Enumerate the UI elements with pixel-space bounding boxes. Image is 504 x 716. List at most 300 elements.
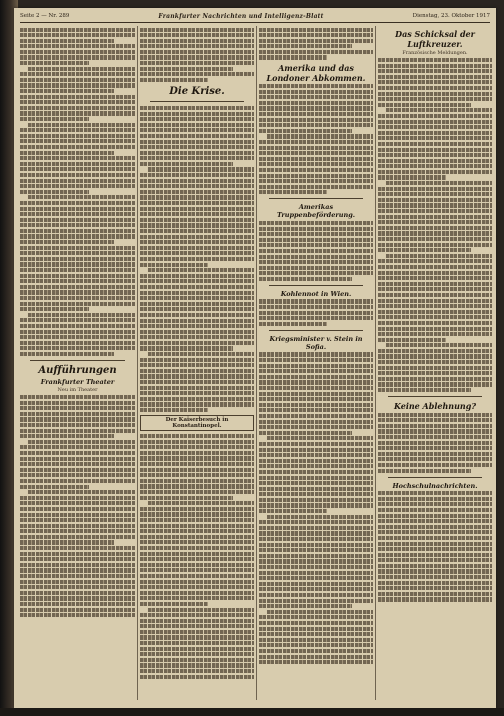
- text-line: [259, 352, 373, 356]
- article-subline: Neu im Theater: [57, 387, 98, 394]
- text-line: [378, 304, 492, 308]
- text-line: [20, 207, 135, 211]
- text-line: [140, 285, 254, 289]
- text-line: [20, 406, 135, 410]
- text-line: [140, 140, 254, 144]
- text-line: [140, 313, 254, 317]
- text-line: [378, 586, 492, 590]
- page-header: [20, 10, 490, 23]
- text-line: [20, 257, 135, 261]
- text-line: [140, 518, 254, 522]
- text-line: [378, 97, 492, 101]
- text-line: [259, 498, 373, 502]
- text-line: [378, 293, 492, 297]
- text-line: [259, 660, 373, 664]
- text-line: [140, 369, 254, 373]
- text-line: [20, 218, 135, 222]
- text-line: [140, 563, 254, 567]
- text-line: [267, 436, 373, 440]
- text-line: [20, 279, 135, 283]
- text-line: [140, 462, 254, 466]
- text-line: [259, 123, 373, 127]
- text-line: [259, 386, 373, 390]
- text-line: [28, 440, 135, 444]
- text-line: [140, 524, 254, 528]
- text-line: [148, 167, 254, 171]
- text-line: [259, 599, 373, 603]
- text-line: [259, 582, 373, 586]
- article-heading: Aufführungen: [38, 365, 117, 377]
- text-line: [20, 229, 135, 233]
- header-page-number: Seite 2 — Nr. 289: [20, 13, 70, 19]
- text-line: [140, 602, 208, 606]
- text-line: [378, 553, 492, 557]
- text-line: [378, 220, 492, 224]
- text-line: [140, 408, 208, 412]
- text-line: [259, 431, 352, 435]
- text-line: [378, 92, 492, 96]
- text-line: [20, 55, 135, 59]
- text-line: [140, 346, 233, 350]
- text-line: [20, 417, 135, 421]
- text-line: [378, 508, 492, 512]
- text-line: [259, 604, 352, 608]
- text-line: [259, 271, 373, 275]
- text-line: [378, 271, 492, 275]
- text-line: [259, 358, 373, 362]
- text-line: [140, 162, 233, 166]
- text-line: [140, 112, 254, 116]
- text-line: [20, 602, 135, 606]
- text-line: [20, 395, 135, 399]
- text-line: [378, 569, 492, 573]
- text-line: [259, 260, 373, 264]
- text-line: [20, 134, 135, 138]
- text-line: [378, 514, 492, 518]
- text-line: [20, 529, 135, 533]
- text-line: [140, 33, 254, 37]
- text-line: [378, 429, 492, 433]
- text-line: [140, 440, 254, 444]
- text-line: [378, 243, 492, 247]
- text-line: [259, 243, 373, 247]
- text-line: [20, 44, 135, 48]
- text-line: [140, 128, 254, 132]
- text-line: [378, 226, 492, 230]
- text-line: [20, 596, 135, 600]
- text-line: [20, 39, 114, 43]
- text-line: [378, 338, 446, 342]
- text-line: [140, 568, 254, 572]
- text-line: [259, 627, 373, 631]
- text-line: [20, 346, 135, 350]
- article-separator: [30, 360, 125, 361]
- text-line: [140, 50, 254, 54]
- text-line: [20, 468, 135, 472]
- text-line: [20, 212, 135, 216]
- text-line: [20, 201, 135, 205]
- column-rule: [137, 26, 138, 700]
- text-line: [378, 581, 492, 585]
- text-line: [20, 324, 135, 328]
- text-line: [140, 190, 254, 194]
- text-line: [140, 496, 233, 500]
- text-line: [259, 179, 373, 183]
- text-line: [378, 58, 492, 62]
- boxed-notice: [140, 415, 254, 431]
- text-line: [20, 608, 135, 612]
- text-line: [20, 268, 135, 272]
- text-line: [20, 557, 135, 561]
- text-line: [259, 221, 373, 225]
- text-line: [259, 375, 373, 379]
- text-line: [20, 106, 135, 110]
- text-line: [28, 67, 135, 71]
- text-line: [140, 117, 254, 121]
- text-line: [259, 238, 373, 242]
- text-line: [140, 296, 254, 300]
- text-line: [259, 232, 373, 236]
- text-line: [378, 424, 492, 428]
- text-line: [140, 106, 254, 110]
- text-line: [20, 274, 135, 278]
- text-line: [259, 408, 373, 412]
- article-subline: Französische Meldungen.: [402, 50, 468, 56]
- text-line: [259, 106, 373, 110]
- article-separator: [269, 285, 363, 286]
- text-line: [140, 675, 254, 679]
- text-line: [259, 227, 373, 231]
- text-line: [140, 324, 254, 328]
- text-line: [28, 195, 135, 199]
- text-line: [378, 354, 492, 358]
- text-line: [140, 302, 254, 306]
- text-line: [20, 100, 135, 104]
- text-line: [378, 558, 492, 562]
- article-heading: Kohlennot in Wien.: [280, 289, 352, 298]
- text-line: [140, 151, 254, 155]
- column-3: [259, 26, 373, 702]
- text-line: [378, 491, 492, 495]
- text-line: [20, 524, 135, 528]
- text-line: [378, 276, 492, 280]
- text-line: [378, 103, 471, 107]
- text-line: [20, 473, 135, 477]
- text-line: [20, 580, 135, 584]
- text-line: [140, 391, 254, 395]
- text-line: [378, 215, 492, 219]
- text-line: [20, 234, 135, 238]
- article-separator: [150, 101, 244, 102]
- text-line: [259, 420, 373, 424]
- text-line: [20, 507, 135, 511]
- text-line: [140, 535, 254, 539]
- text-line: [140, 468, 254, 472]
- text-line: [140, 652, 254, 656]
- text-line: [140, 580, 254, 584]
- text-line: [140, 434, 254, 438]
- text-line: [259, 380, 373, 384]
- page-bottom-edge: [0, 708, 504, 716]
- text-line: [259, 90, 373, 94]
- text-line: [259, 587, 373, 591]
- article-heading: Das Schicksal der Luftkreuzer.: [395, 29, 475, 49]
- text-line: [378, 382, 492, 386]
- text-line: [378, 209, 492, 213]
- text-line: [378, 299, 492, 303]
- text-line: [140, 591, 254, 595]
- text-line: [140, 229, 254, 233]
- text-line: [267, 134, 373, 138]
- text-line: [20, 546, 135, 550]
- text-line: [28, 490, 135, 494]
- text-line: [378, 170, 492, 174]
- text-line: [20, 462, 135, 466]
- text-line: [259, 311, 373, 315]
- text-line: [378, 282, 492, 286]
- text-line: [378, 192, 492, 196]
- text-line: [140, 380, 254, 384]
- text-line: [20, 139, 135, 143]
- text-line: [140, 223, 254, 227]
- text-line: [20, 145, 135, 149]
- text-line: [20, 302, 135, 306]
- text-line: [378, 80, 492, 84]
- text-line: [20, 285, 135, 289]
- text-line: [386, 343, 492, 347]
- text-line: [378, 69, 492, 73]
- text-line: [140, 78, 208, 82]
- text-line: [378, 136, 492, 140]
- text-line: [140, 134, 254, 138]
- text-line: [378, 519, 492, 523]
- text-line: [378, 469, 471, 473]
- text-line: [20, 78, 135, 82]
- text-line: [259, 44, 352, 48]
- text-line: [378, 125, 492, 129]
- text-line: [140, 55, 254, 59]
- text-line: [140, 44, 254, 48]
- text-line: [140, 402, 254, 406]
- text-line: [140, 585, 254, 589]
- text-line: [259, 185, 373, 189]
- text-line: [20, 28, 135, 32]
- text-line: [140, 291, 254, 295]
- text-line: [259, 565, 373, 569]
- text-line: [20, 61, 89, 65]
- text-line: [28, 123, 135, 127]
- text-line: [259, 492, 373, 496]
- text-line: [259, 129, 352, 133]
- text-line: [20, 72, 135, 76]
- text-line: [148, 352, 254, 356]
- text-line: [259, 593, 373, 597]
- text-line: [259, 464, 373, 468]
- column-rule: [375, 26, 376, 700]
- text-line: [140, 246, 254, 250]
- text-line: [378, 388, 471, 392]
- text-line: [259, 157, 373, 161]
- text-line: [259, 649, 373, 653]
- text-line: [20, 240, 114, 244]
- text-line: [259, 520, 373, 524]
- text-line: [378, 259, 492, 263]
- text-line: [259, 322, 327, 326]
- text-line: [259, 392, 373, 396]
- text-line: [378, 349, 492, 353]
- text-line: [259, 655, 373, 659]
- text-line: [140, 274, 254, 278]
- text-line: [140, 658, 254, 662]
- text-line: [20, 223, 135, 227]
- text-line: [378, 159, 492, 163]
- text-line: [378, 153, 492, 157]
- text-line: [140, 263, 208, 267]
- text-line: [259, 174, 373, 178]
- text-line: [378, 371, 492, 375]
- text-line: [148, 501, 254, 505]
- text-line: [378, 175, 446, 179]
- text-line: [378, 530, 492, 534]
- text-line: [378, 203, 492, 207]
- text-line: [259, 531, 373, 535]
- text-line: [378, 120, 492, 124]
- text-line: [259, 146, 373, 150]
- text-line: [259, 554, 373, 558]
- text-line: [140, 184, 254, 188]
- article-heading: Keine Ablehnung?: [393, 401, 477, 412]
- text-line: [140, 39, 254, 43]
- article-subheading: Frankfurter Theater: [40, 378, 115, 387]
- text-line: [140, 613, 254, 617]
- text-line: [20, 117, 89, 121]
- text-line: [259, 615, 373, 619]
- text-line: [140, 512, 254, 516]
- text-line: [378, 575, 492, 579]
- text-line: [20, 352, 114, 356]
- text-line: [378, 164, 492, 168]
- text-line: [20, 128, 135, 132]
- text-line: [20, 535, 135, 539]
- text-line: [378, 237, 492, 241]
- text-line: [140, 630, 254, 634]
- text-line: [259, 55, 327, 59]
- text-line: [259, 487, 373, 491]
- text-line: [259, 50, 373, 54]
- text-line: [259, 403, 373, 407]
- text-line: [20, 563, 135, 567]
- text-line: [140, 557, 254, 561]
- text-line: [140, 473, 254, 477]
- text-line: [140, 358, 254, 362]
- text-line: [259, 305, 373, 309]
- text-line: [140, 195, 254, 199]
- text-line: [259, 364, 373, 368]
- text-line: [378, 187, 492, 191]
- text-line: [259, 397, 373, 401]
- text-line: [140, 507, 254, 511]
- text-line: [140, 335, 254, 339]
- text-line: [259, 299, 373, 303]
- article-heading: Kriegsminister v. Stein in Sofia.: [269, 334, 363, 351]
- text-line: [259, 559, 373, 563]
- text-line: [140, 484, 254, 488]
- text-line: [259, 571, 373, 575]
- text-line: [259, 632, 373, 636]
- text-line: [140, 647, 254, 651]
- text-line: [140, 240, 254, 244]
- text-line: [378, 452, 492, 456]
- text-line: [259, 576, 373, 580]
- masthead-title: Frankfurter Nachrichten und Intelligenz-Blatt: [158, 12, 324, 20]
- text-line: [140, 663, 254, 667]
- text-line: [20, 513, 135, 517]
- text-line: [140, 28, 254, 32]
- newspaper-page: [14, 8, 496, 708]
- text-line: [378, 332, 492, 336]
- text-line: [140, 207, 254, 211]
- text-line: [20, 479, 135, 483]
- text-line: [378, 231, 492, 235]
- text-line: [140, 212, 254, 216]
- text-line: [20, 83, 135, 87]
- text-line: [140, 397, 254, 401]
- text-line: [148, 608, 254, 612]
- text-line: [140, 596, 254, 600]
- header-date: Dienstag, 23. Oktober 1917: [412, 13, 490, 19]
- text-line: [20, 335, 135, 339]
- text-line: [140, 341, 254, 345]
- text-line: [20, 190, 89, 194]
- text-line: [140, 257, 254, 261]
- text-line: [140, 641, 254, 645]
- text-line: [140, 619, 254, 623]
- text-line: [259, 95, 373, 99]
- text-line: [259, 369, 373, 373]
- text-line: [378, 310, 492, 314]
- text-line: [259, 39, 373, 43]
- text-line: [20, 111, 135, 115]
- text-line: [378, 321, 492, 325]
- text-line: [20, 485, 89, 489]
- text-line: [259, 638, 373, 642]
- text-line: [378, 248, 471, 252]
- text-line: [28, 313, 135, 317]
- text-line: [378, 413, 492, 417]
- text-line: [378, 446, 492, 450]
- text-line: [20, 156, 135, 160]
- text-line: [20, 251, 135, 255]
- text-line: [20, 318, 135, 322]
- text-line: [20, 296, 135, 300]
- article-heading: Die Krise.: [169, 85, 225, 97]
- text-line: [259, 459, 373, 463]
- text-line: [259, 112, 373, 116]
- text-line: [267, 610, 373, 614]
- text-line: [140, 546, 254, 550]
- text-line: [140, 386, 254, 390]
- text-line: [259, 316, 373, 320]
- text-line: [259, 425, 373, 429]
- text-line: [259, 481, 373, 485]
- text-line: [378, 198, 492, 202]
- text-line: [378, 502, 492, 506]
- article-heading: Amerika und das Londoner Abkommen.: [266, 62, 366, 83]
- text-line: [267, 515, 373, 519]
- text-line: [378, 536, 492, 540]
- text-line: [259, 453, 373, 457]
- text-line: [140, 67, 233, 71]
